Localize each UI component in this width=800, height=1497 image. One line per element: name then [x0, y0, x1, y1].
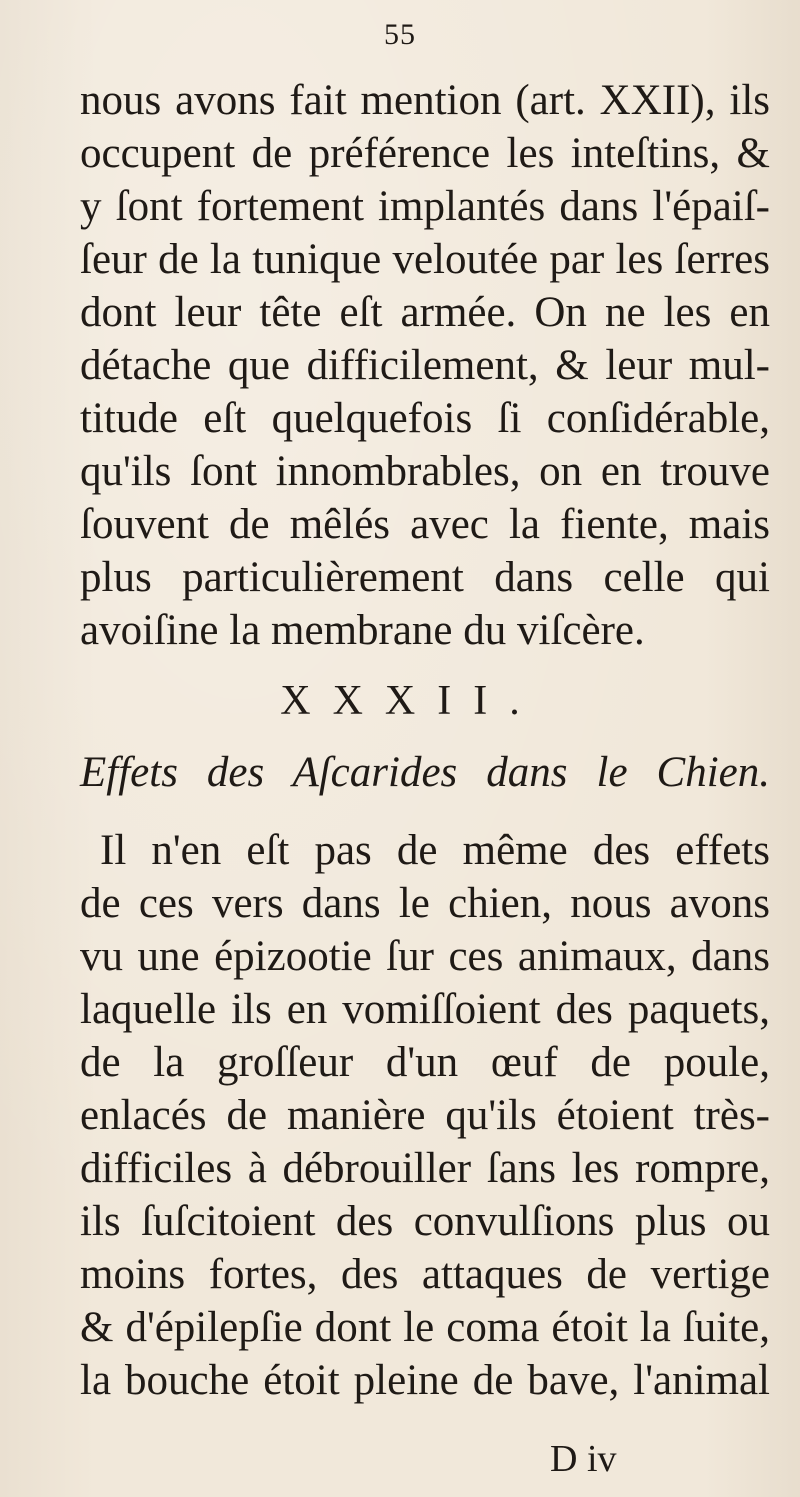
text-line: nous avons fait mention (art. XXII), ils: [80, 77, 770, 124]
text-line: difficiles à débrouiller ſans les rompre,: [80, 1145, 770, 1192]
text-line: dont leur tête eſt armée. On ne les en: [80, 289, 770, 336]
text-line: titude eſt quelquefois ſi conſidérable,: [80, 395, 770, 442]
text-line: moins fortes, des attaques de vertige: [80, 1251, 770, 1298]
text-line: de la groſſeur d'un œuf de poule,: [80, 1039, 770, 1086]
text-line: la bouche étoit pleine de bave, l'animal: [80, 1357, 770, 1404]
text-line: ſouvent de mêlés avec la fiente, mais: [80, 501, 770, 548]
text-line: détache que difficilement, & leur mul-: [80, 342, 770, 389]
text-line: y ſont fortement implantés dans l'épaiſ-: [80, 183, 770, 230]
page-number: 55: [384, 18, 416, 51]
text-line: ils ſuſcitoient des convulſions plus ou: [80, 1198, 770, 1245]
text-line: vu une épizootie ſur ces animaux, dans: [80, 933, 770, 980]
text-line: laquelle ils en vomiſſoient des paquets,: [80, 986, 770, 1033]
section-number: XXXII.: [280, 678, 542, 724]
text-line: occupent de préférence les inteſtins, &: [80, 130, 770, 177]
text-line: enlacés de manière qu'ils étoient très-: [80, 1092, 770, 1139]
section-title: Effets des Aſcarides dans le Chien.: [80, 749, 770, 796]
text-line: & d'épilepſie dont le coma étoit la ſuite,: [80, 1304, 770, 1351]
text-line: Il n'en eſt pas de même des effets: [100, 827, 770, 874]
signature-mark: D iv: [550, 1438, 617, 1480]
text-line: avoiſine la membrane du viſcère.: [80, 607, 645, 654]
text-line: de ces vers dans le chien, nous avons: [80, 880, 770, 927]
text-line: plus particulièrement dans celle qui: [80, 554, 770, 601]
text-line: qu'ils ſont innombrables, on en trouve: [80, 448, 770, 495]
text-line: ſeur de la tunique veloutée par les ſerres: [80, 236, 770, 283]
